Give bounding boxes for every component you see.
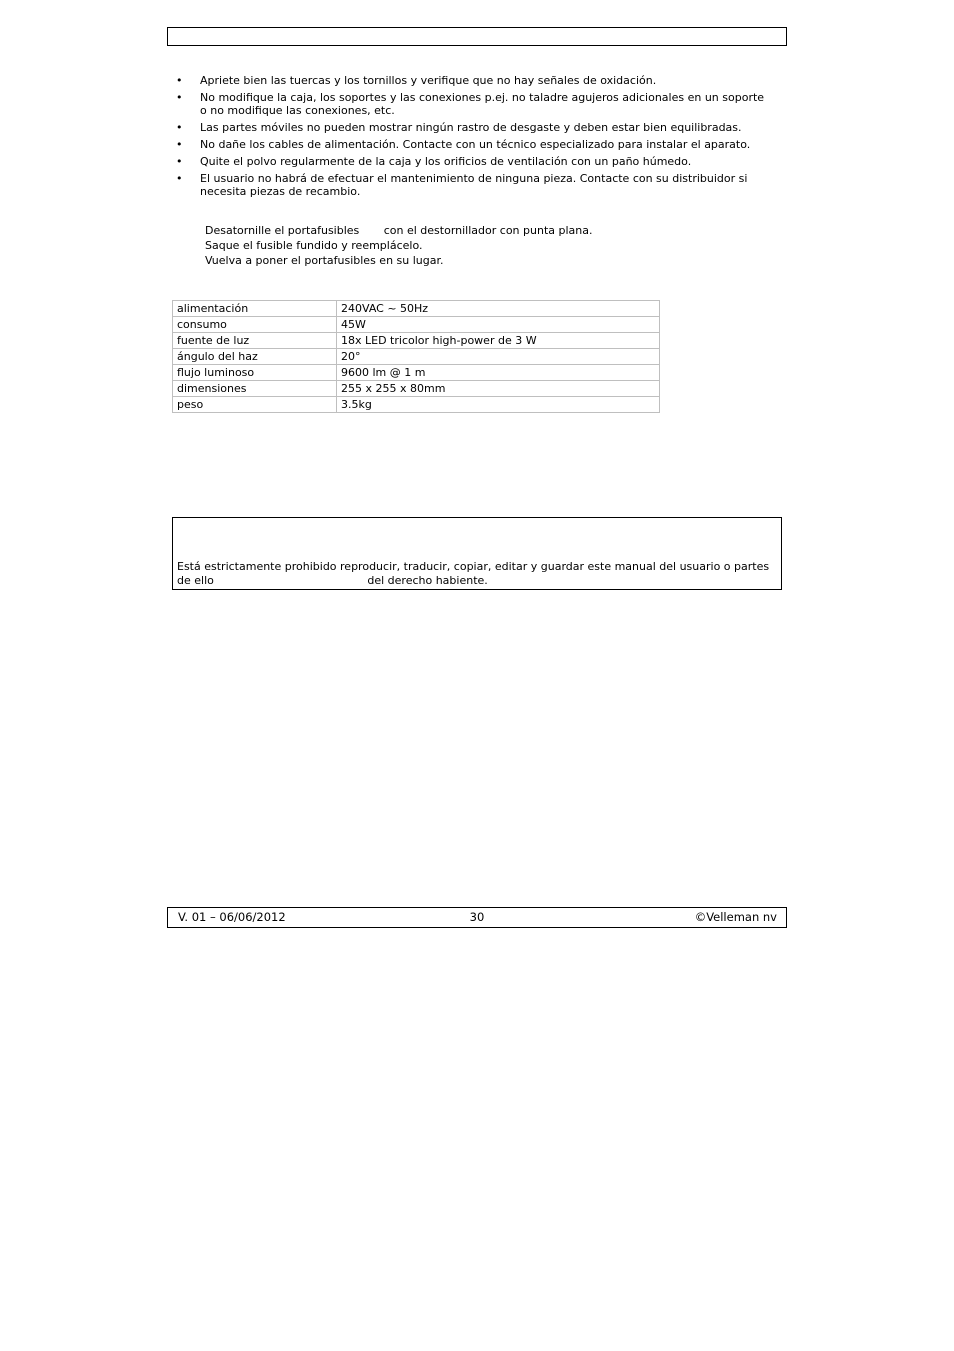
- table-row: [173, 381, 660, 397]
- spec-value: 3.5kg: [337, 397, 660, 413]
- copyright-notice-box: [172, 517, 782, 590]
- list-item-text: El usuario no habrá de efectuar el mantenimiento de ninguna pieza. Contacte con su distribuidor si necesita piezas de recambio.: [200, 172, 748, 198]
- bullet-icon: •: [176, 138, 183, 151]
- fuse-step: Vuelva a poner el portafusibles en su lugar.: [205, 254, 444, 267]
- spec-value: 9600 lm @ 1 m: [337, 365, 660, 381]
- bullet-icon: •: [176, 172, 183, 185]
- spec-label: fuente de luz: [173, 333, 337, 349]
- copyright-notice-text: [177, 560, 775, 588]
- list-item: [176, 155, 766, 168]
- fuse-step: Desatornille el portafusibles con el destornillador con punta plana.: [205, 224, 593, 237]
- table-row: [173, 397, 660, 413]
- table-row: [173, 365, 660, 381]
- fuse-steps: [205, 224, 765, 269]
- footer-page-number: 30: [469, 910, 485, 924]
- spec-table: [172, 300, 660, 413]
- spec-label: ángulo del haz: [173, 349, 337, 365]
- maintenance-list: [176, 74, 766, 202]
- list-item: [176, 121, 766, 134]
- notice-part-1: Está estrictamente prohibido reproducir, traducir, copiar, editar y guardar este manual del usuario o partes de ello: [177, 560, 770, 587]
- spec-label: consumo: [173, 317, 337, 333]
- list-item-text: No dañe los cables de alimentación. Contacte con un técnico especializado para instalar el aparato.: [200, 138, 751, 151]
- list-item: [176, 74, 766, 87]
- list-item: [176, 172, 766, 198]
- page-footer: [167, 907, 787, 928]
- bullet-icon: •: [176, 155, 183, 168]
- spec-value: 255 x 255 x 80mm: [337, 381, 660, 397]
- footer-copyright: ©Velleman nv: [694, 910, 777, 924]
- spec-value: 18x LED tricolor high-power de 3 W: [337, 333, 660, 349]
- list-item-text: No modifique la caja, los soportes y las conexiones p.ej. no taladre agujeros adicionales en un soporte o no modifique las conexiones, etc.: [200, 91, 765, 117]
- table-row: [173, 349, 660, 365]
- spec-label: dimensiones: [173, 381, 337, 397]
- table-row: [173, 333, 660, 349]
- spec-value: 240VAC ~ 50Hz: [337, 301, 660, 317]
- spec-label: flujo luminoso: [173, 365, 337, 381]
- notice-part-2: del derecho habiente.: [367, 574, 488, 587]
- footer-version: V. 01 – 06/06/2012: [178, 910, 286, 924]
- bullet-icon: •: [176, 91, 183, 104]
- bullet-icon: •: [176, 74, 183, 87]
- list-item-text: Quite el polvo regularmente de la caja y los orificios de ventilación con un paño húmedo.: [200, 155, 692, 168]
- list-item: [176, 138, 766, 151]
- bullet-icon: •: [176, 121, 183, 134]
- table-row: [173, 317, 660, 333]
- fuse-step: Saque el fusible fundido y reemplácelo.: [205, 239, 423, 252]
- spec-label: peso: [173, 397, 337, 413]
- list-item-text: Las partes móviles no pueden mostrar ningún rastro de desgaste y deben estar bien equilibradas.: [200, 121, 742, 134]
- spec-value: 20°: [337, 349, 660, 365]
- list-item-text: Apriete bien las tuercas y los tornillos y verifique que no hay señales de oxidación.: [200, 74, 657, 87]
- table-row: [173, 301, 660, 317]
- spec-value: 45W: [337, 317, 660, 333]
- spec-label: alimentación: [173, 301, 337, 317]
- list-item: [176, 91, 766, 117]
- header-box: [167, 27, 787, 46]
